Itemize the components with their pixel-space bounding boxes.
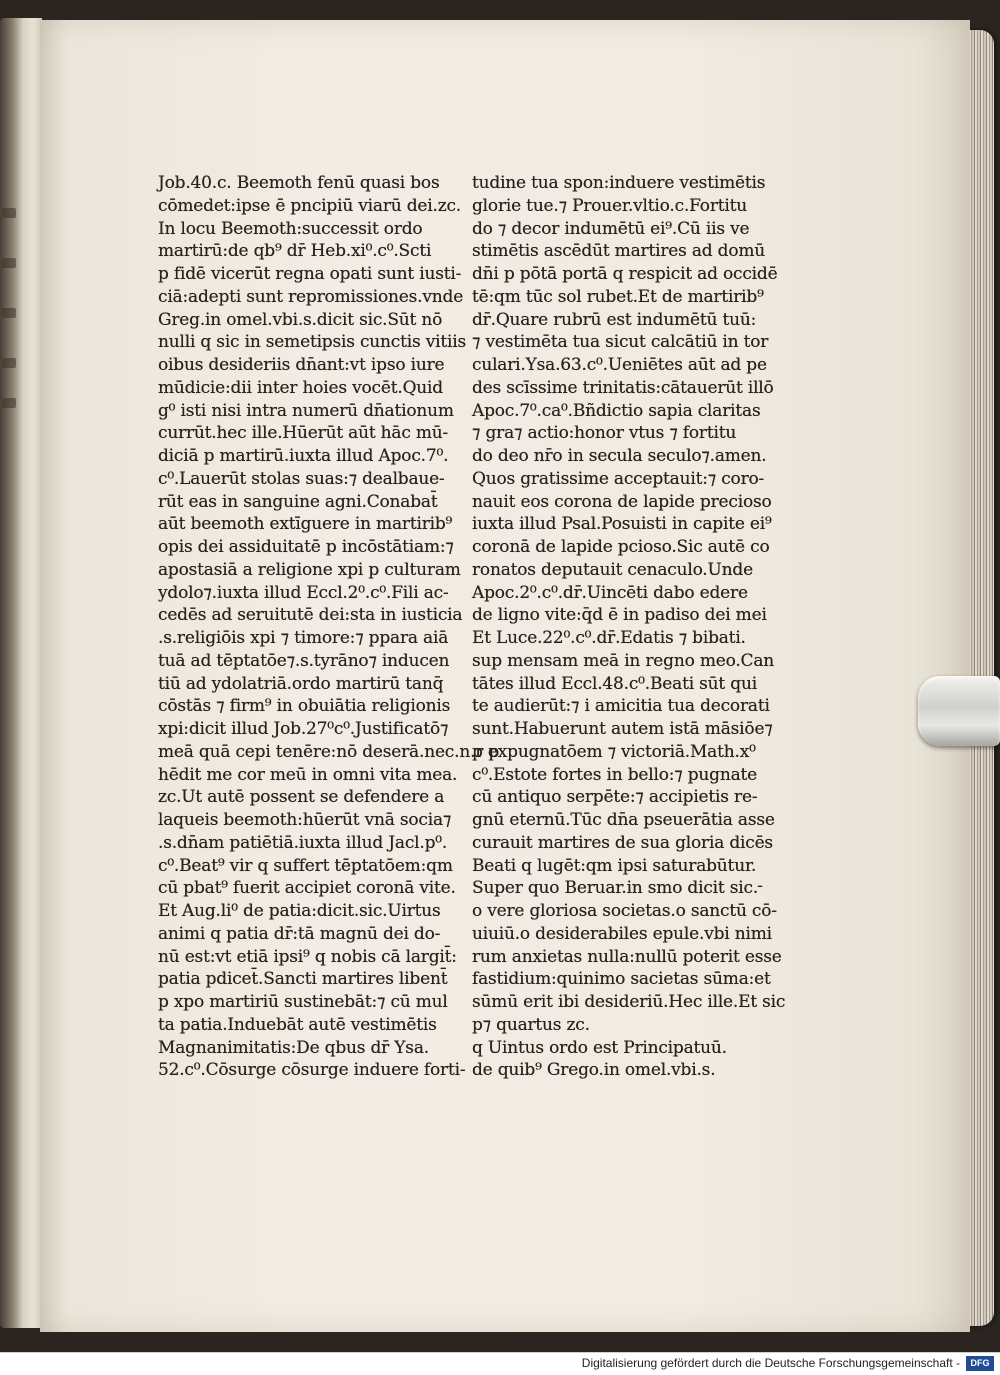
text-line: Beati q lugēt:qm ipsi saturabūtur.: [472, 855, 757, 876]
text-line: des scīssime trinitatis:cātauerūt illō: [472, 377, 774, 398]
text-line: ydolo⁊.iuxta illud Eccl.2⁰.c⁰.Fili ac-: [158, 582, 449, 603]
text-line: nauit eos corona de lapide precioso: [472, 491, 772, 512]
text-line: fastidium:quinimo sacietas sūma:et: [472, 969, 771, 990]
text-line: oibus desideriis dn̄ant:vt ipso iure: [158, 355, 445, 375]
text-line: Quos gratissime acceptauit:⁊ coro-: [472, 468, 765, 489]
text-line: coronā de lapide pcioso.Sic autē co: [472, 537, 770, 557]
text-line: .s.dn̄am patiētiā.iuxta illud Jacl.p⁰.: [158, 832, 448, 853]
text-line: cōstās ⁊ firm⁹ in obuiātia religionis: [158, 696, 451, 717]
text-line: do deo nr̄o in secula seculo⁊.amen.: [472, 446, 767, 466]
text-line: cedēs ad seruitutē dei:sta in iusticia: [158, 605, 463, 626]
text-line: Apoc.2⁰.c⁰.dr̄.Uincēti dabo edere: [472, 582, 748, 603]
text-line: In locu Beemoth:successit ordo: [158, 218, 423, 239]
text-line: tuā ad tēptatōe⁊.s.tyrāno⁊ inducen: [158, 650, 450, 671]
text-line: p expugnatōem ⁊ victoriā.Math.x⁰: [472, 741, 756, 762]
text-column-right: [472, 172, 786, 1082]
text-line: cū antiquo serpēte:⁊ accipietis re-: [472, 787, 758, 808]
text-line: currūt.hec ille.Hūerūt aūt hāc mū-: [158, 423, 449, 444]
text-line: ⁊ vestimēta tua sicut calcātiū in tor: [472, 332, 769, 353]
text-line: c⁰.Lauerūt stolas suas:⁊ dealbaue-: [158, 468, 445, 489]
text-line: ta patia.Induebāt autē vestimētis: [158, 1014, 437, 1035]
text-line: sunt.Habuerunt autem istā māsiōe⁊: [472, 719, 773, 739]
text-line: p fidē vicerūt regna opati sunt iusti-: [158, 264, 462, 284]
text-line: martirū:de qb⁹ dr̄ Heb.xi⁰.c⁰.Scti: [158, 241, 432, 262]
text-line: nulli q sic in semetipsis cunctis vitiis: [158, 332, 466, 353]
text-line: patia pdicet̄.Sancti martires libent̄: [158, 969, 448, 990]
dfg-logo: DFG: [966, 1356, 994, 1371]
text-line: iuxta illud Psal.Posuisti in capite ei⁹: [472, 514, 772, 535]
text-line: tiū ad ydolatriā.ordo martirū tanq̄: [158, 673, 444, 694]
left-book-edge: [0, 18, 42, 1328]
text-line: sūmū erit ibi desideriū.Hec ille.Et sic: [472, 992, 786, 1012]
text-column-left: [158, 172, 500, 1082]
text-line: p⁊ quartus zc.: [472, 1014, 590, 1035]
text-line: rum anxietas nulla:nullū poterit esse: [472, 946, 782, 967]
text-line: o vere gloriosa societas.o sanctū cō-: [472, 901, 777, 921]
text-line: glorie tue.⁊ Prouer.vltio.c.Fortitu: [472, 195, 748, 216]
text-line: .s.religiōis xpi ⁊ timore:⁊ ppara aiā: [158, 628, 449, 648]
text-line: te audierūt:⁊ i amicitia tua decorati: [472, 696, 770, 717]
text-line: p xpo martiriū sustinebāt:⁊ cū mul: [158, 992, 448, 1012]
text-line: rūt eas in sanguine agni.Conabat̄: [158, 491, 438, 512]
text-line: diciā p martirū.iuxta illud Apoc.7⁰.: [158, 446, 449, 466]
text-line: tātes illud Eccl.48.c⁰.Beati sūt qui: [472, 673, 757, 694]
text-line: curauit martires de sua gloria dicēs: [472, 832, 773, 853]
text-line: aūt beemoth extīguere in martirib⁹: [158, 514, 453, 535]
text-line: gnū eternū.Tūc dn̄a pseuerātia asse: [472, 810, 775, 830]
text-line: Greg.in omel.vbi.s.dicit sic.Sūt nō: [158, 309, 443, 330]
text-line: meā quā cepi tenēre:nō deserā.nec.n.r p: [158, 741, 500, 762]
text-line: sup mensam meā in regno meo.Can: [472, 650, 775, 671]
text-line: stimētis ascēdūt martires ad domū: [472, 241, 766, 262]
text-line: de ligno vite:q̄d ē in padiso dei mei: [472, 605, 767, 626]
text-line: cōmedet:ipse ē pncipiū viarū dei.zc.: [158, 195, 461, 216]
text-line: g⁰ isti nisi intra numerū dn̄ationum: [158, 400, 454, 421]
page-clip: [918, 676, 1000, 746]
funding-notice: Digitalisierung gefördert durch die Deutsche Forschungsgemeinschaft -: [581, 1356, 960, 1370]
text-line: c⁰.Estote fortes in bello:⁊ pugnate: [472, 764, 758, 785]
text-line: xpi:dicit illud Job.27⁰c⁰.Justificatō⁊: [158, 719, 449, 739]
text-line: Apoc.7⁰.ca⁰.Bñdictio sapia claritas: [472, 400, 761, 421]
text-line: ⁊ gra⁊ actio:honor vtus ⁊ fortitu: [472, 423, 737, 444]
text-line: ronatos deputauit cenaculo.Unde: [472, 559, 753, 580]
text-line: animi q patia dr̄:tā magnū dei do-: [158, 923, 441, 944]
text-line: Job.40.c. Beemoth fenū quasi bos: [158, 173, 440, 193]
footer-bar: [0, 1352, 1000, 1375]
text-line: Magnanimitatis:De qbus dr̄ Ysa.: [158, 1037, 429, 1058]
text-line: c⁰.Beat⁹ vir q suffert tēptatōem:qm: [158, 855, 453, 876]
text-line: nū est:vt etiā ipsi⁹ q nobis cā largit̄:: [158, 946, 457, 967]
text-line: dn̄i p pōtā portā q respicit ad occidē: [472, 264, 778, 284]
text-line: dr̄.Quare rubrū est indumētū tuū:: [472, 309, 757, 330]
text-line: de quib⁹ Grego.in omel.vbi.s.: [472, 1060, 716, 1081]
text-line: hēdit me cor meū in omni vita mea.: [158, 764, 458, 785]
text-line: tē:qm tūc sol rubet.Et de martirib⁹: [472, 286, 764, 307]
text-line: zc.Ut autē possent se defendere a: [158, 787, 445, 808]
text-line: do ⁊ decor indumētū ei⁹.Cū iis ve: [472, 218, 750, 239]
text-line: Et Aug.li⁰ de patia:dicit.sic.Uirtus: [158, 901, 441, 921]
text-line: Et Luce.22⁰.c⁰.dr̄.Edatis ⁊ bibati.: [472, 628, 746, 648]
text-line: mūdicie:dii inter hoies vocēt.Quid: [158, 377, 443, 398]
text-line: tudine tua spon:induere vestimētis: [472, 173, 766, 193]
text-line: ciā:adepti sunt repromissiones.vnde: [158, 286, 464, 307]
margin-mark: -: [757, 875, 764, 896]
text-line: opis dei assiduitatē p incōstātiam:⁊: [158, 537, 454, 557]
text-line: q Uintus ordo est Principatuū.: [472, 1037, 727, 1058]
text-line: apostasiā a religione xpi p culturam: [158, 559, 461, 580]
text-line: Super quo Beruar.in smo dicit sic.: [472, 878, 759, 899]
text-line: 52.c⁰.Cōsurge cōsurge induere forti-: [158, 1060, 466, 1081]
text-line: cū pbat⁹ fuerit accipiet coronā vite.: [158, 878, 456, 899]
text-line: uiuiū.o desiderabiles epule.vbi nimi: [472, 923, 772, 944]
text-line: culari.Ysa.63.c⁰.Ueniētes aūt ad pe: [472, 355, 767, 375]
text-line: laqueis beemoth:hūerūt vnā socia⁊: [158, 810, 452, 830]
